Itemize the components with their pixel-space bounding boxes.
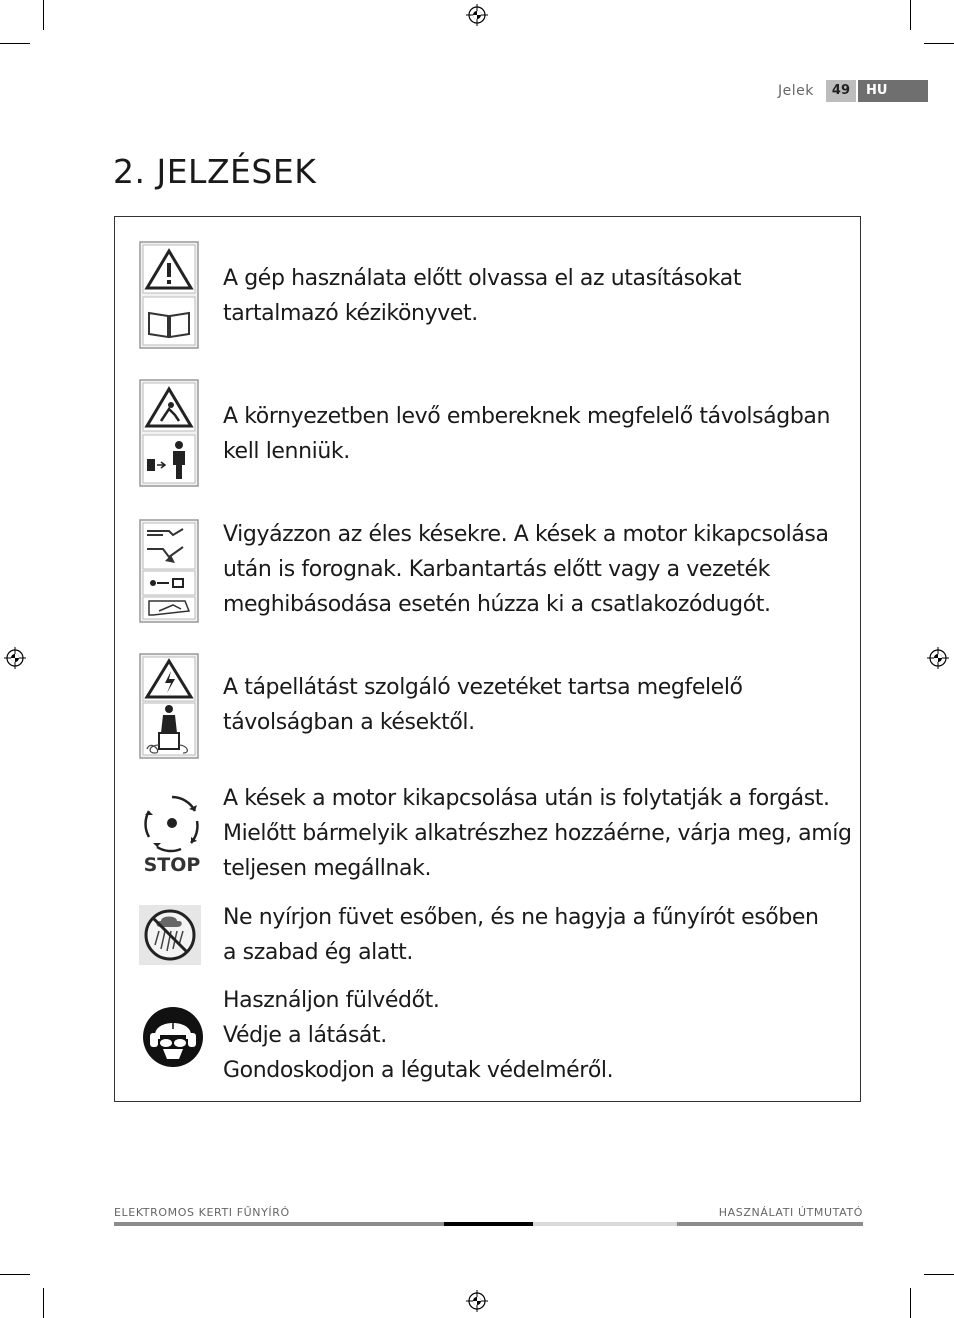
sign-row	[115, 901, 860, 971]
sign-row	[115, 983, 860, 1093]
sign-row	[115, 517, 860, 623]
footer-rule	[444, 1222, 533, 1226]
running-header	[778, 80, 928, 102]
sign-text: Használjon fülvédőt. Védje a látását. Gondoskodjon a légutak védelméről.	[223, 988, 614, 1083]
crop-mark	[43, 1288, 44, 1318]
stop-rotating-blade-icon	[139, 791, 205, 895]
sign-text: Ne nyírjon füvet esőben, és ne hagyja a fűnyírót esőben a szabad ég alatt.	[223, 905, 819, 965]
signs-table	[114, 216, 861, 1102]
sign-row	[115, 781, 860, 887]
crop-mark	[910, 1288, 911, 1318]
crop-mark	[0, 43, 30, 44]
registration-mark-icon	[927, 647, 949, 669]
sharp-blades-unplug-icon	[139, 519, 201, 625]
registration-mark-icon	[4, 647, 26, 669]
footer-rule	[114, 1222, 444, 1226]
sign-text: A tápellátást szolgáló vezetéket tartsa megfelelő távolságban a késektől.	[223, 675, 743, 735]
footer-product-name: ELEKTROMOS KERTI FŰNYÍRÓ	[114, 1206, 290, 1219]
warning-read-manual-icon	[139, 241, 201, 351]
sign-row	[115, 653, 860, 761]
section-label: Jelek	[778, 83, 814, 99]
language-badge: HU	[858, 80, 928, 102]
sign-row	[115, 241, 860, 351]
protective-equipment-icon	[141, 1005, 205, 1069]
footer-rule	[533, 1222, 677, 1226]
registration-mark-icon	[466, 1290, 488, 1312]
no-rain-icon	[139, 905, 201, 965]
crop-mark	[924, 43, 954, 44]
crop-mark	[0, 1274, 30, 1275]
keep-bystanders-away-icon	[139, 379, 201, 489]
cable-away-from-blades-icon	[139, 653, 201, 761]
sign-text: A gép használata előtt olvassa el az utasításokat tartalmazó kézikönyvet.	[223, 266, 742, 326]
crop-mark	[43, 0, 44, 30]
stop-label: STOP	[143, 854, 201, 876]
sign-row	[115, 379, 860, 489]
sign-text: A kések a motor kikapcsolása után is folytatják a forgást. Mielőtt bármelyik alkatrészhez hozzáérne, várja meg, amíg teljesen megállnak.	[223, 786, 852, 881]
registration-mark-icon	[466, 4, 488, 26]
footer-rule	[677, 1222, 863, 1226]
crop-mark	[924, 1274, 954, 1275]
footer-document-type: HASZNÁLATI ÚTMUTATÓ	[718, 1206, 863, 1219]
sign-text: Vigyázzon az éles késekre. A kések a motor kikapcsolása után is forognak. Karbantartás előtt vagy a vezeték meghibásodása esetén húzza ki a csatlakozódugót.	[223, 522, 829, 617]
sign-text: A környezetben levő embereknek megfelelő távolságban kell lenniük.	[223, 404, 831, 464]
page-number: 49	[826, 80, 856, 102]
page-title: 2. JELZÉSEK	[113, 152, 317, 191]
crop-mark	[910, 0, 911, 30]
